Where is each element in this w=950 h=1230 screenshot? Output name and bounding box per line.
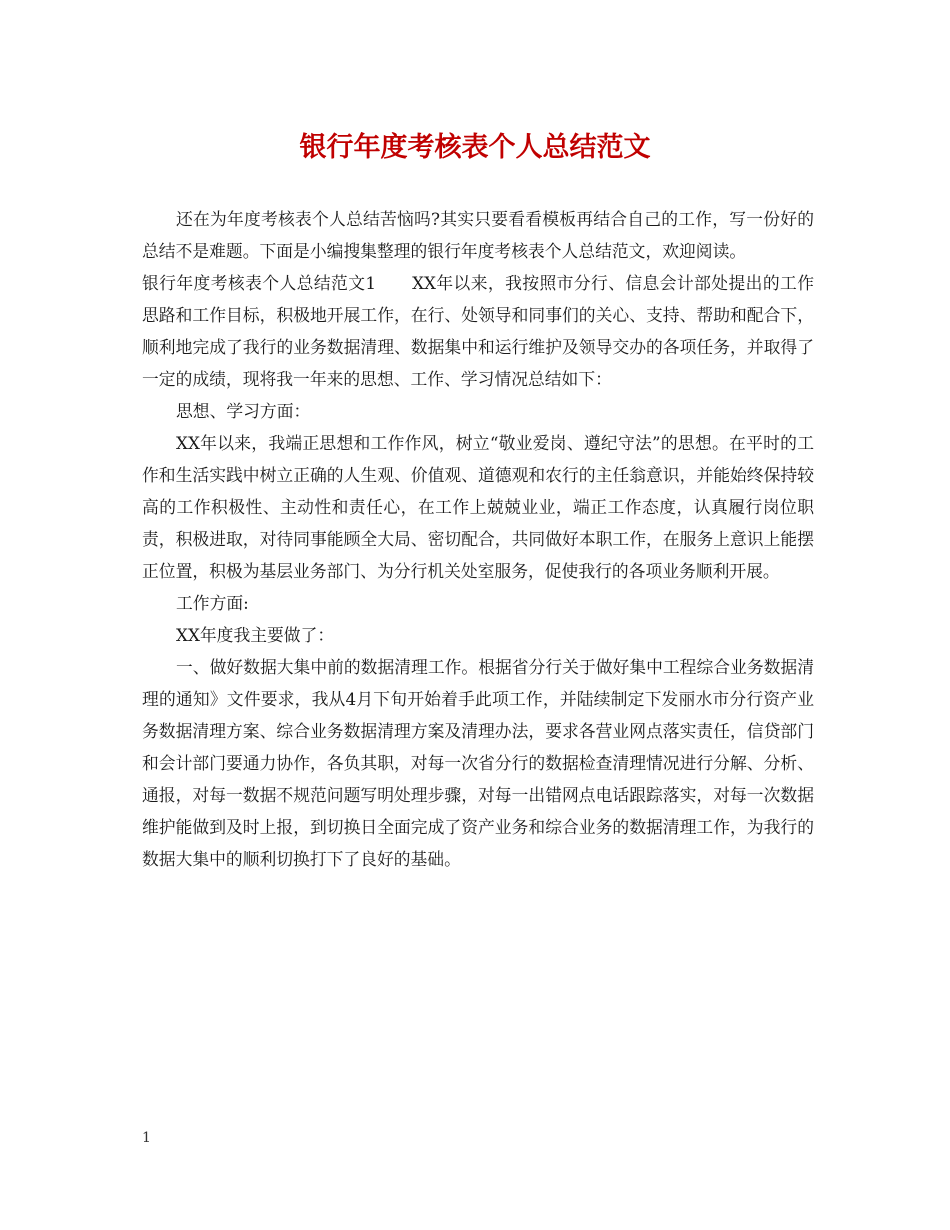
section-heading-thought: 思想、学习方面： [176, 401, 311, 421]
section-heading-work: 工作方面: [176, 593, 249, 613]
page-number: 1 [142, 1130, 151, 1146]
work-intro-paragraph: XX年度我主要做了： [176, 625, 335, 645]
thought-paragraph: XX年以来，我端正思想和工作作风，树立“敬业爱岗、遵纪守法”的思想。在平时的工作和生活实践中树立正确的人生观、价值观、道德观和农行的主任翁意识，并能始终保持较高的工作积极性、主动性和责任心，在工作上兢兢业业，端正工作态度，认真履行岗位职责，积极进取，对待同事能顾全大局、密切配合，共同做好本职工作，在服务上意识上能摆正位置，积极为基层业务部门、为分行机关处室服务，促使我行的各项业务顺利开展。 [142, 433, 814, 581]
example-body: XX年以来，我按照市分行、信息会计部处提出的工作思路和工作目标，积极地开展工作，在行、处领导和同事们的关心、支持、帮助和配合下，顺利地完成了我行的业务数据清理、数据集中和运行维护及领导交办的各项任务，并取得了一定的成绩，现将我一年来的思想、工作、学习情况总结如下： [142, 273, 814, 389]
example-paragraph [142, 267, 814, 395]
document-body [142, 203, 814, 875]
document-title: 银行年度考核表个人总结范文 [299, 132, 651, 163]
work-item-paragraph: 一、做好数据大集中前的数据清理工作。根据省分行关于做好集中工程综合业务数据清理的通知》文件要求，我从4月下旬开始着手此项工作，并陆续制定下发丽水市分行资产业务数据清理方案、综合业务数据清理方案及清理办法，要求各营业网点落实责任，信贷部门和会计部门要通力协作，各负其职，对每一次省分行的数据检查清理情况进行分解、分析、通报，对每一数据不规范问题写明处理步骤，对每一出错网点电话跟踪落实，对每一次数据维护能做到及时上报，到切换日全面完成了资产业务和综合业务的数据清理工作，为我行的数据大集中的顺利切换打下了良好的基础。 [142, 657, 814, 869]
example-heading: 银行年度考核表个人总结范文1 [142, 273, 377, 293]
intro-paragraph: 还在为年度考核表个人总结苦恼吗?其实只要看看模板再结合自己的工作，写一份好的总结不是难题。下面是小编搜集整理的银行年度考核表个人总结范文，欢迎阅读。 [142, 209, 814, 261]
